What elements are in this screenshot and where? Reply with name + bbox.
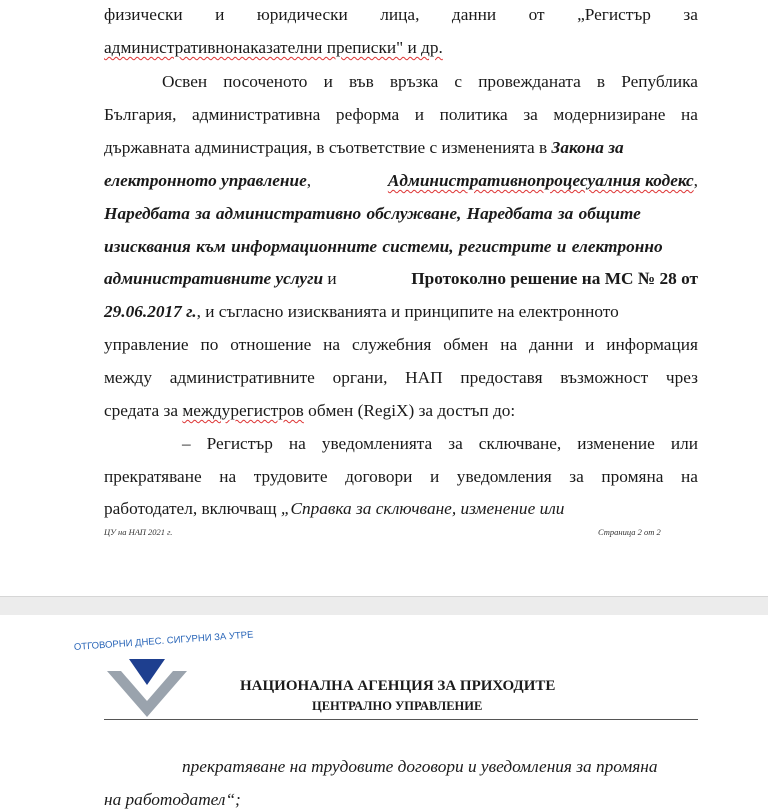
- list-item-line-2: [104, 466, 698, 488]
- word: посоченото: [223, 72, 308, 91]
- word: служебния: [351, 335, 432, 354]
- word: модернизиране: [553, 105, 666, 124]
- word: трудовите: [253, 467, 328, 486]
- word: –: [182, 434, 191, 453]
- paragraph-line-9: административните услуги и Протоколно решение на МС № 28 от: [104, 269, 698, 288]
- word: уведомления: [456, 467, 552, 486]
- word: на: [323, 335, 341, 354]
- word: предоставя: [460, 368, 543, 387]
- word: отношение: [230, 335, 312, 354]
- department-name: ЦЕНТРАЛНО УПРАВЛЕНИЕ: [312, 699, 483, 713]
- word: между: [104, 368, 152, 387]
- page2-line-1: прекратяване на трудовите договори и уведомления за промяна: [182, 757, 658, 776]
- paragraph-line-12: [104, 367, 698, 389]
- word: на: [219, 467, 237, 486]
- word: провежданата: [478, 72, 581, 91]
- word: „Регистър: [577, 5, 651, 24]
- word: на: [288, 434, 306, 453]
- word: България,: [104, 105, 177, 124]
- word: обмен: [443, 335, 489, 354]
- paragraph-line-11: [104, 334, 698, 356]
- page-separator: [0, 596, 768, 616]
- word: информация: [606, 335, 698, 354]
- word: в: [596, 72, 606, 91]
- word: административните: [169, 368, 315, 387]
- word: на: [681, 105, 698, 124]
- paragraph-line-6: електронното управление, Административнопроцесуалния кодекс,: [104, 171, 698, 190]
- word: политика: [439, 105, 508, 124]
- paragraph-line-5: държавната администрация, в съответствие с измененията в Закона за: [104, 138, 624, 157]
- paragraph-line-1: [104, 4, 698, 26]
- word: за: [523, 105, 538, 124]
- word: данни: [529, 335, 574, 354]
- slogan: ОТГОВОРНИ ДНЕС. СИГУРНИ ЗА УТРЕ: [73, 629, 254, 653]
- paragraph-line-10: 29.06.2017 г., и съгласно изискванията и принципите на електронното: [104, 302, 619, 321]
- word: възможност: [560, 368, 649, 387]
- word: чрез: [665, 368, 698, 387]
- word: промяна: [601, 467, 664, 486]
- word: и: [215, 5, 225, 24]
- word: юридически: [256, 5, 348, 24]
- paragraph-line-8: изисквания към информационните системи, регистрите и електронно: [104, 237, 663, 256]
- word: управление: [104, 335, 189, 354]
- page2-line-2: на работодател“;: [104, 790, 241, 809]
- footer-page-number: Страница 2 от 2: [598, 527, 661, 537]
- paragraph-line-7: Наредбата за административно обслужване, Наредбата за общите: [104, 204, 641, 223]
- word: и: [414, 105, 424, 124]
- word: за: [569, 467, 584, 486]
- header-rule: [104, 719, 698, 720]
- word: за: [683, 5, 698, 24]
- word: уведомленията: [321, 434, 433, 453]
- logo-blue-triangle: [129, 659, 165, 685]
- paragraph-line-2: [104, 37, 698, 59]
- word: Освен: [162, 72, 208, 91]
- word: по: [200, 335, 219, 354]
- word: сключване,: [478, 434, 562, 453]
- word: изменение: [577, 434, 655, 453]
- paragraph-line-13: средата за междурегистров обмен (RegiX) за достъп до:: [104, 401, 516, 420]
- word: от: [528, 5, 545, 24]
- list-item-line-3: работодател, включващ „Справка за сключване, изменение или: [104, 499, 565, 518]
- word: прекратяване: [104, 467, 202, 486]
- paragraph-line-4: [104, 104, 698, 126]
- word: физически: [104, 5, 183, 24]
- footer-left: ЦУ на НАП 2021 г.: [104, 527, 173, 537]
- word: Регистър: [206, 434, 273, 453]
- word: и: [323, 72, 333, 91]
- word: лица,: [380, 5, 420, 24]
- word: договори: [345, 467, 413, 486]
- word: Република: [621, 72, 698, 91]
- word: връзка: [389, 72, 439, 91]
- nra-logo-icon: [107, 659, 187, 717]
- word: или: [670, 434, 698, 453]
- word: и: [429, 467, 440, 486]
- word: и: [585, 335, 595, 354]
- agency-name: НАЦИОНАЛНА АГЕНЦИЯ ЗА ПРИХОДИТЕ: [240, 678, 556, 694]
- word: реформа: [335, 105, 400, 124]
- word: органи,: [332, 368, 388, 387]
- document-page-2: [0, 615, 768, 812]
- word: на: [500, 335, 518, 354]
- word: за: [448, 434, 463, 453]
- word: НАП: [405, 368, 443, 387]
- word: административна: [192, 105, 321, 124]
- word: данни: [451, 5, 497, 24]
- word: във: [348, 72, 374, 91]
- paragraph-line-3: [162, 71, 698, 93]
- list-item-line-1: [182, 433, 698, 455]
- word: с: [454, 72, 463, 91]
- word: на: [680, 467, 698, 486]
- spellcheck-text: административнонаказателни преписки" и др.: [104, 38, 443, 57]
